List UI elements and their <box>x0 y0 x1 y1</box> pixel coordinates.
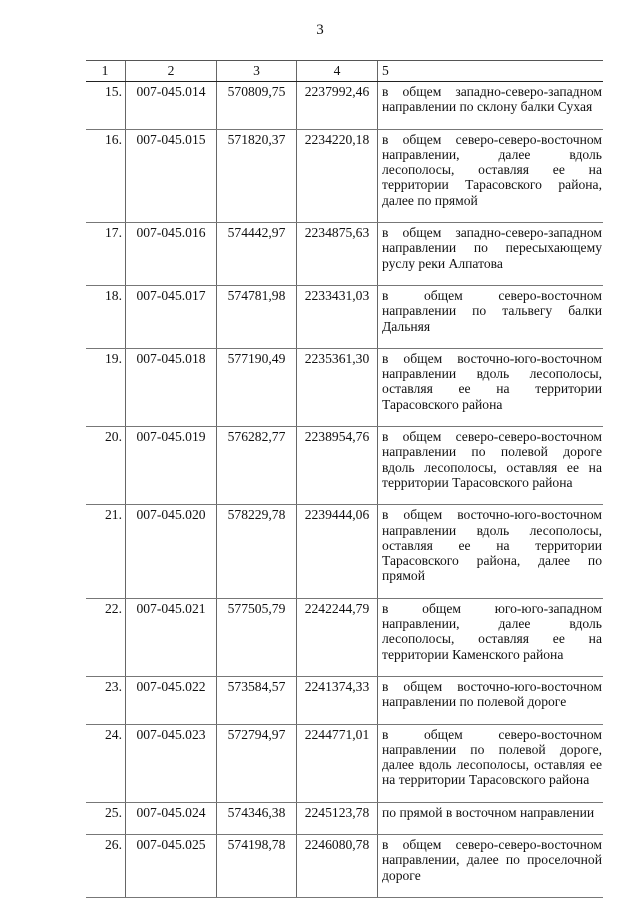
row-number: 21. <box>86 505 126 598</box>
table-row <box>86 598 603 676</box>
row-number: 15. <box>86 82 126 130</box>
coordinate-x: 572794,97 <box>217 724 297 802</box>
boundary-description: в общем северо-северо-восточном направлении, далее вдоль лесополосы, оставляя ее на территории Тарасовского района, далее по прямой <box>378 129 604 222</box>
coordinate-y: 2242244,79 <box>297 598 378 676</box>
table-row <box>86 348 603 426</box>
table-body <box>86 82 603 898</box>
point-id: 007-045.024 <box>126 802 217 834</box>
point-id: 007-045.018 <box>126 348 217 426</box>
coordinate-x: 571820,37 <box>217 129 297 222</box>
boundary-description: в общем восточно-юго-восточном направлении вдоль лесополосы, оставляя ее на территории Тарасовского района, далее по прямой <box>378 505 604 598</box>
table-row <box>86 802 603 834</box>
table-row <box>86 427 603 505</box>
column-header: 2 <box>126 61 217 82</box>
point-id: 007-045.017 <box>126 285 217 348</box>
boundary-description: в общем восточно-юго-восточном направлении вдоль лесополосы, оставляя ее на территории Тарасовского района <box>378 348 604 426</box>
column-header: 4 <box>297 61 378 82</box>
coordinate-y: 2238954,76 <box>297 427 378 505</box>
coordinate-x: 573584,57 <box>217 676 297 724</box>
coordinate-y: 2246080,78 <box>297 834 378 897</box>
row-number: 19. <box>86 348 126 426</box>
coordinate-y: 2233431,03 <box>297 285 378 348</box>
coordinate-y: 2241374,33 <box>297 676 378 724</box>
boundary-description: в общем восточно-юго-восточном направлении по полевой дороге <box>378 676 604 724</box>
coordinate-y: 2234220,18 <box>297 129 378 222</box>
point-id: 007-045.021 <box>126 598 217 676</box>
row-number: 24. <box>86 724 126 802</box>
boundary-description: в общем северо-восточном направлении по полевой дороге, далее вдоль лесополосы, оставляя ее на территории Тарасовского района <box>378 724 604 802</box>
coordinate-x: 574346,38 <box>217 802 297 834</box>
boundary-description: в общем юго-юго-западном направлении, далее вдоль лесополосы, оставляя ее на территории Каменского района <box>378 598 604 676</box>
row-number: 22. <box>86 598 126 676</box>
coordinate-x: 570809,75 <box>217 82 297 130</box>
boundary-description: в общем северо-северо-восточном направлении по полевой дороге вдоль лесополосы, оставляя ее на территории Тарасовского района <box>378 427 604 505</box>
boundary-description: по прямой в восточном направлении <box>378 802 604 834</box>
coordinate-y: 2237992,46 <box>297 82 378 130</box>
table-header-row <box>86 61 603 82</box>
row-number: 18. <box>86 285 126 348</box>
coordinate-x: 574198,78 <box>217 834 297 897</box>
row-number: 25. <box>86 802 126 834</box>
column-header: 5 <box>378 61 604 82</box>
coordinate-x: 574781,98 <box>217 285 297 348</box>
coordinate-y: 2234875,63 <box>297 223 378 286</box>
boundary-description: в общем западно-северо-западном направлении по склону балки Сухая <box>378 82 604 130</box>
coordinate-y: 2239444,06 <box>297 505 378 598</box>
boundary-description: в общем западно-северо-западном направлении по пересыхающему руслу реки Алпатова <box>378 223 604 286</box>
boundary-points-table <box>86 60 603 898</box>
table-row <box>86 676 603 724</box>
point-id: 007-045.020 <box>126 505 217 598</box>
column-header: 1 <box>86 61 126 82</box>
coordinate-y: 2235361,30 <box>297 348 378 426</box>
point-id: 007-045.015 <box>126 129 217 222</box>
coordinate-x: 574442,97 <box>217 223 297 286</box>
point-id: 007-045.025 <box>126 834 217 897</box>
coordinate-x: 577505,79 <box>217 598 297 676</box>
boundary-description: в общем северо-северо-восточном направлении, далее по проселочной дороге <box>378 834 604 897</box>
table-row <box>86 724 603 802</box>
coordinate-x: 578229,78 <box>217 505 297 598</box>
table-row <box>86 82 603 130</box>
row-number: 17. <box>86 223 126 286</box>
point-id: 007-045.016 <box>126 223 217 286</box>
coordinate-y: 2244771,01 <box>297 724 378 802</box>
table-row <box>86 129 603 222</box>
point-id: 007-045.022 <box>126 676 217 724</box>
row-number: 26. <box>86 834 126 897</box>
column-header: 3 <box>217 61 297 82</box>
row-number: 20. <box>86 427 126 505</box>
table-row <box>86 285 603 348</box>
table-row <box>86 834 603 897</box>
table-row <box>86 223 603 286</box>
coordinate-x: 576282,77 <box>217 427 297 505</box>
page-number: 3 <box>316 22 324 38</box>
coordinate-y: 2245123,78 <box>297 802 378 834</box>
row-number: 16. <box>86 129 126 222</box>
table-row <box>86 505 603 598</box>
point-id: 007-045.019 <box>126 427 217 505</box>
row-number: 23. <box>86 676 126 724</box>
boundary-description: в общем северо-восточном направлении по тальвегу балки Дальняя <box>378 285 604 348</box>
point-id: 007-045.023 <box>126 724 217 802</box>
coordinate-x: 577190,49 <box>217 348 297 426</box>
point-id: 007-045.014 <box>126 82 217 130</box>
